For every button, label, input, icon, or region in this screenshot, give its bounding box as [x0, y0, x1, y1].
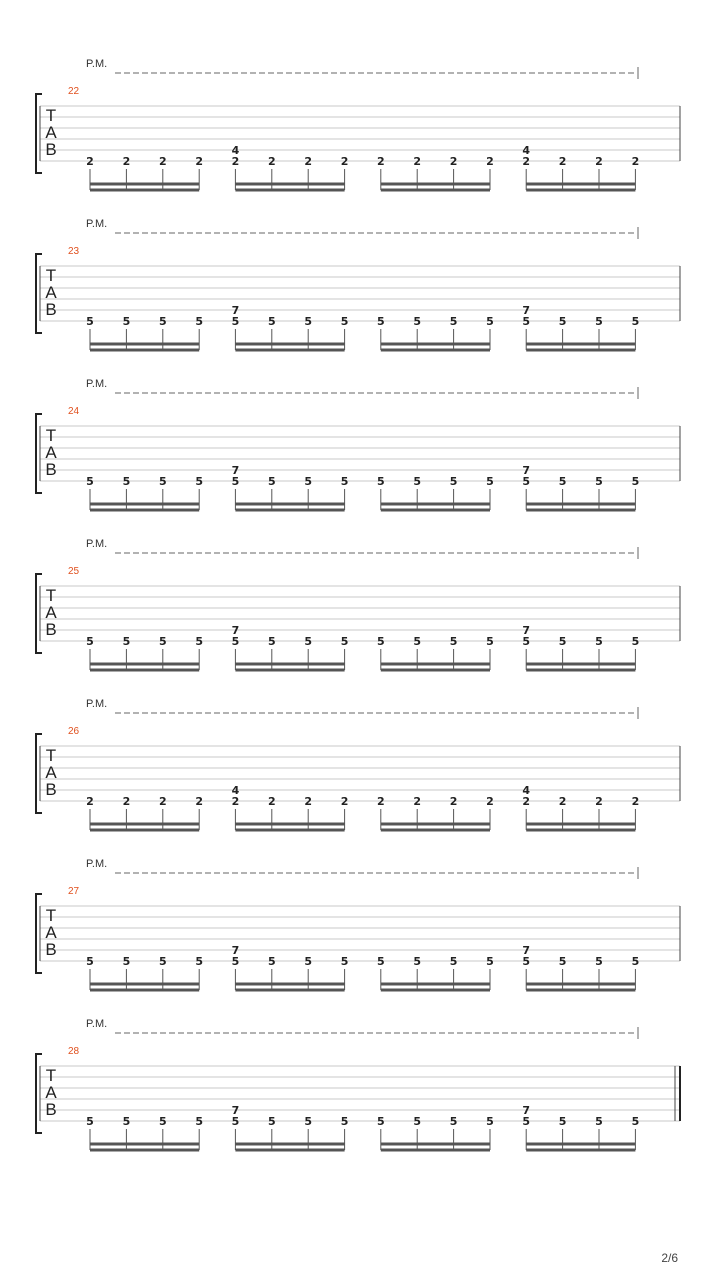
fret-number: 5 [122, 635, 131, 648]
fret-number: 5 [195, 635, 204, 648]
fret-number: 5 [195, 315, 204, 328]
fret-number: 5 [376, 955, 385, 968]
fret-number: 5 [522, 475, 531, 488]
fret-number: 5 [86, 1115, 94, 1128]
fret-number: 5 [86, 955, 94, 968]
fret-number: 5 [486, 635, 494, 648]
fret-number: 5 [231, 1115, 240, 1128]
fret-number: 2 [595, 795, 603, 808]
fret-number: 5 [449, 1115, 458, 1128]
fret-number: 2 [86, 795, 94, 808]
page-number: 2/6 [661, 1251, 678, 1265]
fret-number: 5 [486, 475, 494, 488]
tab-clef-letter: B [45, 780, 57, 799]
fret-number-upper: 7 [231, 304, 240, 317]
fret-number: 5 [449, 315, 458, 328]
tab-clef-letter: A [45, 1083, 57, 1102]
fret-number: 5 [376, 315, 385, 328]
fret-number: 5 [267, 315, 276, 328]
fret-number-upper: 7 [231, 464, 240, 477]
fret-number: 5 [558, 635, 567, 648]
palm-mute-label: P.M. [86, 58, 108, 70]
tab-clef-letter: T [45, 586, 57, 605]
tab-system [36, 58, 680, 190]
fret-number: 5 [631, 315, 640, 328]
fret-number: 5 [158, 1115, 167, 1128]
fret-number: 5 [449, 475, 458, 488]
fret-number: 5 [158, 315, 167, 328]
tab-clef-letter: A [45, 283, 57, 302]
tab-system [36, 698, 680, 830]
measure-number: 23 [68, 246, 80, 257]
palm-mute-label: P.M. [86, 378, 108, 390]
fret-number: 5 [631, 1115, 640, 1128]
fret-number: 2 [231, 795, 240, 808]
fret-number: 5 [595, 635, 603, 648]
fret-number: 5 [631, 955, 640, 968]
fret-number: 5 [122, 475, 131, 488]
tab-system [36, 218, 680, 350]
tab-clef-letter: T [45, 906, 57, 925]
fret-number: 5 [631, 635, 640, 648]
fret-number: 2 [158, 795, 167, 808]
fret-number: 2 [413, 795, 422, 808]
fret-number: 5 [267, 955, 276, 968]
fret-number: 2 [486, 795, 494, 808]
fret-number: 5 [122, 1115, 131, 1128]
tab-clef-letter: B [45, 460, 57, 479]
tab-system [36, 858, 680, 990]
tab-clef-letter: A [45, 763, 57, 782]
fret-number: 2 [595, 155, 603, 168]
fret-number: 5 [267, 475, 276, 488]
fret-number: 5 [86, 315, 94, 328]
fret-number: 2 [304, 795, 313, 808]
fret-number-upper: 4 [231, 784, 240, 797]
fret-number: 5 [486, 955, 494, 968]
fret-number: 5 [304, 955, 313, 968]
fret-number: 2 [86, 155, 94, 168]
fret-number: 5 [231, 315, 240, 328]
fret-number: 5 [304, 1115, 313, 1128]
tab-clef-letter: A [45, 443, 57, 462]
fret-number: 2 [267, 155, 276, 168]
tab-system [36, 378, 680, 510]
fret-number: 5 [413, 635, 422, 648]
fret-number: 5 [304, 475, 313, 488]
measure-number: 25 [68, 566, 80, 577]
tab-clef-letter: T [45, 266, 57, 285]
fret-number: 5 [486, 315, 494, 328]
tab-clef-letter: T [45, 746, 57, 765]
fret-number: 2 [558, 795, 567, 808]
fret-number: 5 [558, 1115, 567, 1128]
fret-number: 2 [522, 155, 531, 168]
fret-number: 5 [558, 955, 567, 968]
fret-number: 5 [631, 475, 640, 488]
fret-number: 2 [449, 155, 458, 168]
measure-number: 26 [68, 726, 80, 737]
tab-clef-letter: B [45, 300, 57, 319]
fret-number: 5 [231, 475, 240, 488]
fret-number: 5 [522, 635, 531, 648]
fret-number: 5 [595, 1115, 603, 1128]
fret-number: 2 [486, 155, 494, 168]
fret-number: 2 [376, 795, 385, 808]
tab-clef-letter: B [45, 940, 57, 959]
fret-number-upper: 7 [522, 304, 531, 317]
fret-number: 5 [267, 1115, 276, 1128]
fret-number: 2 [122, 795, 131, 808]
fret-number: 5 [413, 1115, 422, 1128]
fret-number: 5 [522, 315, 531, 328]
tab-clef-letter: A [45, 123, 57, 142]
fret-number: 2 [631, 795, 640, 808]
fret-number: 2 [195, 795, 204, 808]
fret-number: 5 [595, 475, 603, 488]
fret-number-upper: 7 [522, 1104, 531, 1117]
fret-number: 5 [413, 955, 422, 968]
fret-number: 2 [158, 155, 167, 168]
fret-number: 2 [376, 155, 385, 168]
fret-number: 2 [631, 155, 640, 168]
measure-number: 27 [68, 886, 80, 897]
fret-number: 5 [340, 475, 349, 488]
fret-number: 5 [558, 315, 567, 328]
fret-number: 5 [340, 955, 349, 968]
tab-clef-letter: A [45, 923, 57, 942]
fret-number-upper: 7 [231, 944, 240, 957]
fret-number-upper: 7 [522, 624, 531, 637]
tab-clef-letter: B [45, 1100, 57, 1119]
measure-number: 28 [68, 1046, 80, 1057]
tab-clef-letter: B [45, 620, 57, 639]
fret-number: 2 [413, 155, 422, 168]
fret-number: 5 [376, 475, 385, 488]
fret-number: 5 [195, 475, 204, 488]
fret-number: 5 [122, 315, 131, 328]
fret-number: 2 [522, 795, 531, 808]
fret-number: 5 [558, 475, 567, 488]
fret-number: 5 [413, 315, 422, 328]
fret-number: 5 [195, 1115, 204, 1128]
fret-number: 5 [449, 955, 458, 968]
fret-number: 5 [595, 315, 603, 328]
fret-number: 5 [376, 1115, 385, 1128]
fret-number: 2 [122, 155, 131, 168]
fret-number-upper: 7 [231, 1104, 240, 1117]
fret-number-upper: 7 [522, 944, 531, 957]
fret-number: 5 [340, 1115, 349, 1128]
fret-number: 5 [231, 955, 240, 968]
fret-number: 5 [449, 635, 458, 648]
tab-system [36, 1018, 680, 1150]
fret-number: 5 [267, 635, 276, 648]
fret-number: 2 [267, 795, 276, 808]
fret-number: 5 [376, 635, 385, 648]
fret-number: 2 [449, 795, 458, 808]
fret-number: 5 [413, 475, 422, 488]
fret-number-upper: 4 [231, 144, 240, 157]
fret-number: 2 [340, 155, 349, 168]
measure-number: 22 [68, 86, 80, 97]
fret-number-upper: 7 [522, 464, 531, 477]
palm-mute-label: P.M. [86, 538, 108, 550]
fret-number: 5 [231, 635, 240, 648]
fret-number-upper: 4 [522, 784, 531, 797]
fret-number: 5 [86, 475, 94, 488]
fret-number: 5 [595, 955, 603, 968]
fret-number: 5 [304, 635, 313, 648]
tab-system [36, 538, 680, 670]
fret-number-upper: 4 [522, 144, 531, 157]
fret-number-upper: 7 [231, 624, 240, 637]
measure-number: 24 [68, 406, 80, 417]
tab-clef-letter: T [45, 1066, 57, 1085]
fret-number: 5 [340, 315, 349, 328]
tab-clef-letter: A [45, 603, 57, 622]
fret-number: 5 [158, 475, 167, 488]
fret-number: 5 [122, 955, 131, 968]
tab-clef-letter: T [45, 426, 57, 445]
fret-number: 5 [304, 315, 313, 328]
fret-number: 2 [340, 795, 349, 808]
fret-number: 2 [304, 155, 313, 168]
fret-number: 5 [158, 955, 167, 968]
fret-number: 2 [231, 155, 240, 168]
fret-number: 2 [195, 155, 204, 168]
fret-number: 5 [522, 1115, 531, 1128]
tab-clef-letter: T [45, 106, 57, 125]
palm-mute-label: P.M. [86, 218, 108, 230]
fret-number: 5 [486, 1115, 494, 1128]
palm-mute-label: P.M. [86, 858, 108, 870]
fret-number: 5 [522, 955, 531, 968]
fret-number: 5 [86, 635, 94, 648]
tab-clef-letter: B [45, 140, 57, 159]
fret-number: 5 [158, 635, 167, 648]
palm-mute-label: P.M. [86, 698, 108, 710]
palm-mute-label: P.M. [86, 1018, 108, 1030]
fret-number: 2 [558, 155, 567, 168]
fret-number: 5 [195, 955, 204, 968]
fret-number: 5 [340, 635, 349, 648]
